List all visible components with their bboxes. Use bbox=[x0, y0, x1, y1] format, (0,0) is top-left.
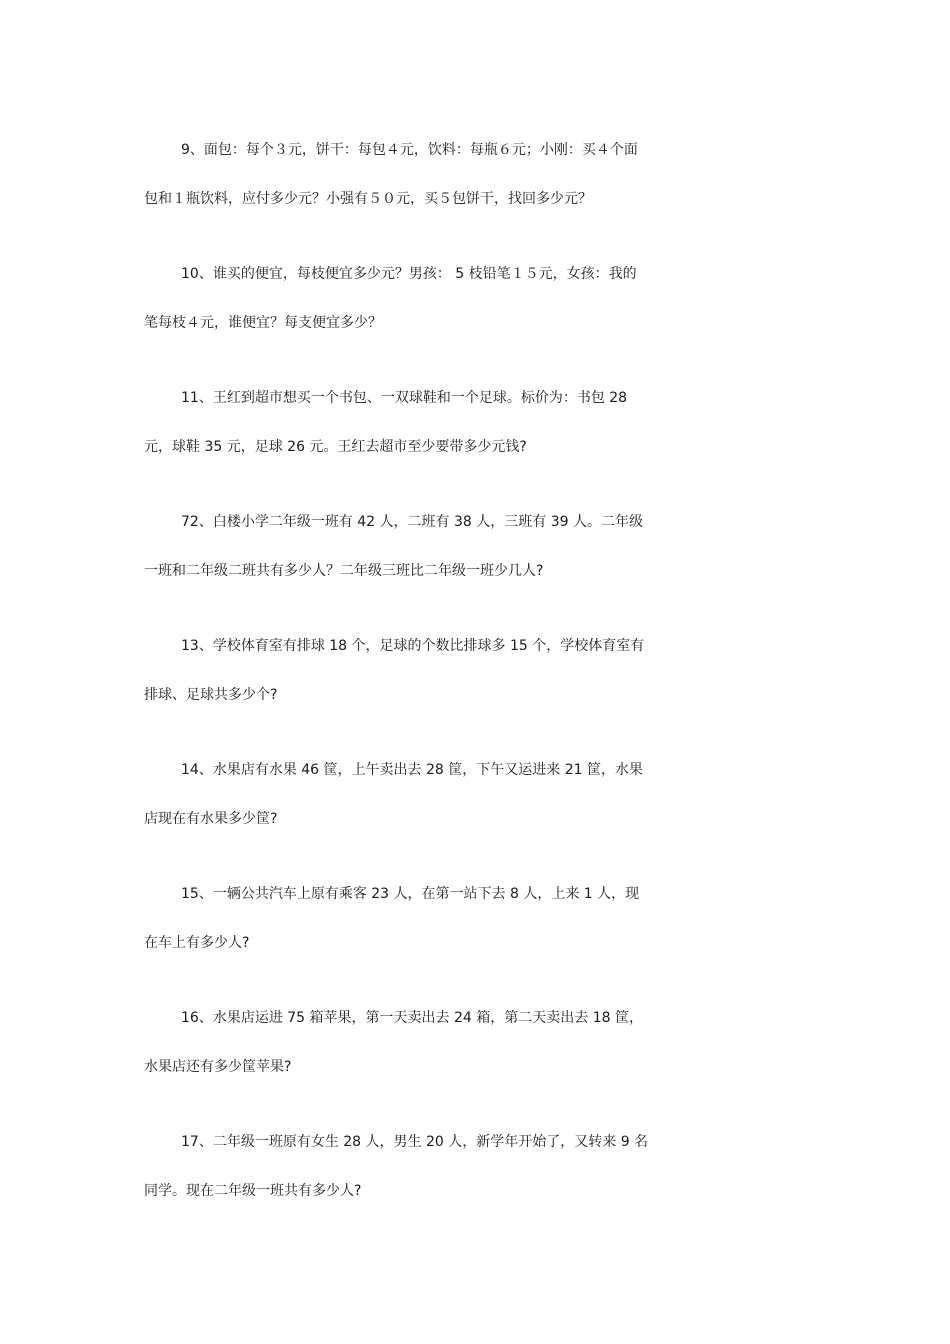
problem-text-line: 14、水果店有水果 46 筐，上午卖出去 28 筐，下午又运进来 21 筐，水果 bbox=[181, 762, 643, 778]
problem-text-line: 店现在有水果多少筐? bbox=[144, 811, 278, 827]
problem-10 bbox=[144, 250, 814, 348]
problem-text-line: 15、一辆公共汽车上原有乘客 23 人，在第一站下去 8 人，上来 1 人，现 bbox=[181, 886, 640, 902]
problem-14 bbox=[144, 746, 814, 844]
problem-text-line: 17、二年级一班原有女生 28 人，男生 20 人，新学年开始了，又转来 9 名 bbox=[181, 1134, 649, 1150]
problem-text-line: 10、谁买的便宜，每枝便宜多少元？男孩： 5 枝铅笔１５元，女孩：我的 bbox=[181, 266, 637, 282]
problem-text-line: 笔每枝４元，谁便宜？每支便宜多少？ bbox=[144, 315, 382, 331]
problem-11 bbox=[144, 374, 814, 472]
problem-13 bbox=[144, 622, 814, 720]
problem-15 bbox=[144, 870, 814, 968]
problem-text-line: 在车上有多少人? bbox=[144, 935, 250, 951]
problem-text-line: 同学。现在二年级一班共有多少人? bbox=[144, 1183, 362, 1199]
problem-text-line: 11、王红到超市想买一个书包、一双球鞋和一个足球。标价为：书包 28 bbox=[181, 390, 628, 406]
problem-text-line: 元，球鞋 35 元，足球 26 元。王红去超市至少要带多少元钱? bbox=[144, 439, 527, 455]
problem-17 bbox=[144, 1118, 814, 1216]
problem-text-line: 排球、足球共多少个? bbox=[144, 687, 278, 703]
problem-9 bbox=[144, 126, 814, 224]
problem-72 bbox=[144, 498, 814, 596]
problem-text-line: 72、白楼小学二年级一班有 42 人，二班有 38 人，三班有 39 人。二年级 bbox=[181, 514, 643, 530]
problem-16 bbox=[144, 994, 814, 1092]
problem-text-line: 包和１瓶饮料，应付多少元？小强有５０元，买５包饼干，找回多少元？ bbox=[144, 191, 592, 207]
problem-text-line: 16、水果店运进 75 箱苹果，第一天卖出去 24 箱，第二天卖出去 18 筐， bbox=[181, 1010, 643, 1026]
problem-text-line: 水果店还有多少筐苹果? bbox=[144, 1059, 292, 1075]
problem-text-line: 9、面包：每个３元，饼干：每包４元，饮料：每瓶６元；小刚：买４个面 bbox=[181, 142, 638, 158]
problem-text-line: 13、学校体育室有排球 18 个，足球的个数比排球多 15 个，学校体育室有 bbox=[181, 638, 645, 654]
problem-text-line: 一班和二年级二班共有多少人？二年级三班比二年级一班少几人? bbox=[144, 563, 544, 579]
